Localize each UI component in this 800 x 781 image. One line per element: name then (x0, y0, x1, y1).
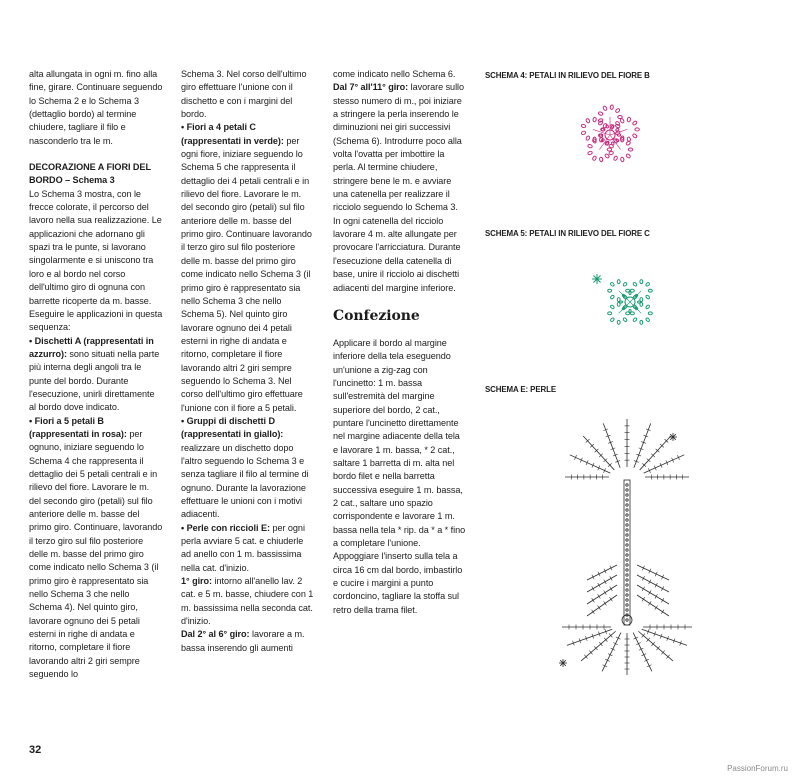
item-heading: Dal 2° al 6° giro: (181, 629, 250, 640)
schema-5-label: SCHEMA 5: PETALI IN RILIEVO DEL FIORE C (485, 229, 650, 238)
paragraph (29, 415, 163, 682)
paragraph (181, 575, 315, 628)
item-heading: • Gruppi di dischetti D (rappresentati in giallo): (181, 415, 284, 440)
item-heading: • Dischetti A (rappresentati in azzurro): (29, 335, 154, 359)
section-title-confezione: Confezione (333, 307, 420, 324)
item-text: intorno all'anello lav. 2 cat. e 5 m. basse, chiudere con 1 m. bassissima nella seconda cat. d'inizio. (181, 576, 314, 627)
paragraph: Applicare il bordo al margine inferiore della tela eseguendo un'unione a zig-zag con l'uncinetto: 1 m. bassa sull'estremità del margine superiore del bordo, 2 cat., puntare l'uncinetto direttamente nel margine adiacente della tela e lavorare 1 m. bassa, * 2 cat., saltare 1 barretta di m. alta nel bordo filet e nella barretta successiva eseguire 1 m. bassa, 2 cat., saltare uno spazio corrispondente e lavorare 1 m. bassa nella tela * rip. da * a * fino a completare l'unione. Appoggiare l'inserto sulla tela a circa 16 cm dal bordo, imbastirlo e cucire i margini a punto cordoncino, tagliare la stoffa sul retro della trama filet. (333, 337, 466, 615)
watermark: PassionForum.ru (727, 764, 788, 773)
item-text: per ognuno, iniziare seguendo lo Schema 4 che rappresenta il dettaglio dei 5 petali centrali e in rilievo del fiore. Lavorare le m. del secondo giro (petali) sul filo anteriore delle m. basse del primo giro. Continuare, lavorando il terzo giro sul filo posteriore delle m. basse del primo giro come indicato nello Schema 3 (il primo giro è rappresentato sia nello Schema 3 che nello Schema 4). Nel quinto giro, lavorare ognuno dei 5 petali esterni in righe di andata e ritorno, completare il fiore lavorando altri 2 giri sempre seguendo lo (29, 428, 163, 680)
item-text: sono situati nella parte più interna degli angoli tra le punte del bordo. Durante l'esecuzione, unirli direttamente al bordo dove indicato. (29, 348, 160, 413)
item-heading: • Fiori a 5 petali B (rappresentati in rosa): (29, 415, 127, 439)
paragraph (181, 628, 315, 655)
item-heading: • Perle con riccioli E: (181, 522, 270, 533)
schema-4-diagram (560, 95, 660, 175)
item-text: realizzare un dischetto dopo l'altro seguendo lo Schema 3 e senza tagliare il filo al termine di ognuno. Durante la lavorazione effettuare le unioni con i motivi adiacenti. (181, 442, 309, 520)
schema-5-diagram (585, 262, 675, 342)
paragraph: Schema 3. Nel corso dell'ultimo giro effettuare l'unione con il dischetto e con i margini del bordo. (181, 69, 307, 120)
schema-e-label: SCHEMA E: PERLE (485, 385, 556, 394)
paragraph: Lo Schema 3 mostra, con le frecce colorate, il percorso del lavoro nella sua realizzazione. Le applicazioni che adornano gli spazi tra le punte, si lavorano singolarmente e si uniscono tra loro e al bordo nel corso dell'ultimo giro di ognuna con barrette ricoperte da m. basse. Eseguire le applicazioni in questa sequenza: (29, 188, 163, 333)
paragraph (181, 415, 315, 522)
paragraph (181, 121, 315, 415)
schema-4-label: SCHEMA 4: PETALI IN RILIEVO DEL FIORE B (485, 71, 650, 80)
item-text: per ogni perla avviare 5 cat. e chiuderle ad anello con 1 m. bassissima nella cat. d'inizio. (181, 522, 305, 573)
item-text: per ogni fiore, iniziare seguendo lo Schema 5 che rappresenta il dettaglio dei 4 petali centrali e in rilievo del fiore. Lavorare le m. del secondo giro (petali) sul filo anteriore delle m. basse del primo giro. Continuare lavorando il terzo giro sul filo posteriore delle m. basse del primo giro come indicato nello Schema 3 (il primo giro è rappresentato sia nello Schema 3 che nello Schema 5). Nel quinto giro lavorare ognuno dei 4 petali esterni in righe di andata e ritorno, completare il fiore lavorando altri 2 giri sempre seguendo lo Schema 3. Nel corso dell'ultimo giro effettuare l'unione con il fiore a 5 petali. (181, 135, 312, 413)
text-column-3 (333, 68, 467, 617)
page-number: 32 (29, 744, 42, 756)
paragraph (29, 335, 163, 415)
paragraph (181, 522, 315, 575)
item-heading: 1° giro: (181, 576, 213, 587)
schema-e-diagram (555, 405, 700, 680)
paragraph: alta allungata in ogni m. fino alla fine, girare. Continuare seguendo lo Schema 2 e lo Schema 3 (dettaglio bordo) al termine chiudere, tagliare il filo e nasconderlo tra le m. (29, 69, 163, 146)
item-heading: Dal 7° all'11° giro: (333, 82, 409, 93)
paragraph (333, 81, 467, 295)
text-column-1 (29, 68, 163, 681)
paragraph: come indicato nello Schema 6. (333, 69, 456, 79)
item-heading: • Fiori a 4 petali C (rappresentati in verde): (181, 122, 284, 146)
text-column-2 (181, 68, 315, 655)
item-text: lavorare a m. bassa inserendo gli aumenti (181, 629, 305, 653)
section-title: DECORAZIONE A FIORI DEL BORDO – Schema 3 (29, 162, 151, 186)
item-text: lavorare sullo stesso numero di m., poi iniziare a stringere la perla inserendo le diminuzioni nei giri successivi (Schema 6). Introdurre poco alla volta l'ovatta per imbottire la perla. Al termine chiudere, stringere bene le m. e avviare una catenella per realizzare il ricciolo seguendo lo Schema 3. In ogni catenella del ricciolo lavorare 4 m. alte allungate per provocare l'arricciatura. Durante l'esecuzione della catenella di base, unire il ricciolo ai dischetti adiacenti del margine inferiore. (333, 82, 465, 293)
